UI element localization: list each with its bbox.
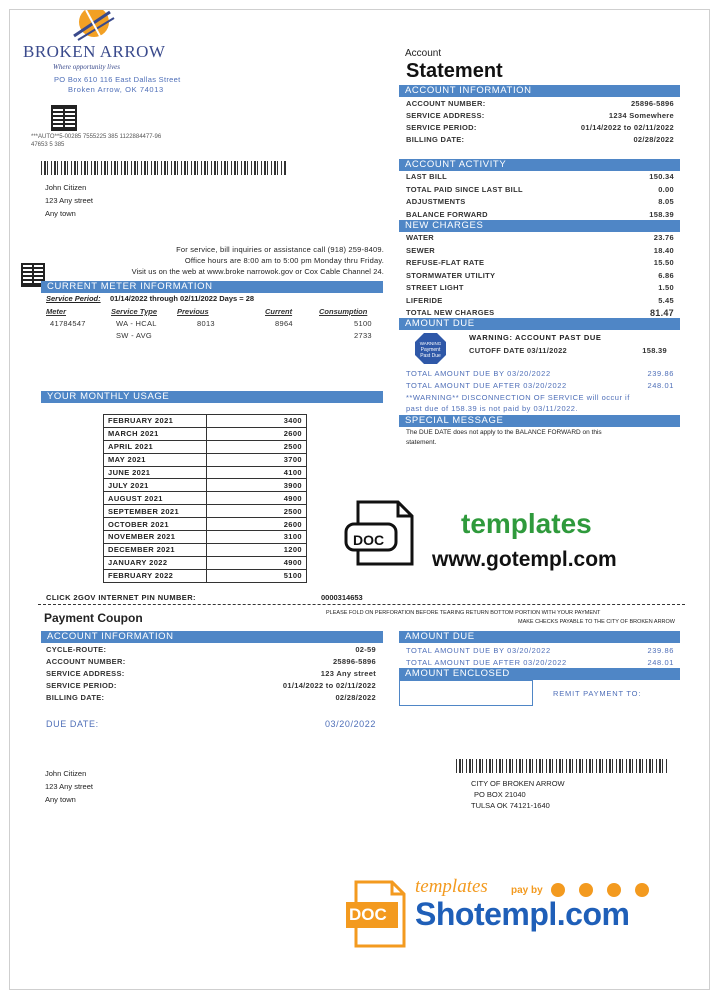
meter-row1-type: WA - HCAL — [116, 319, 157, 328]
auto-line-2: 47653 5 385 — [31, 142, 65, 148]
service-period-value: 01/14/2022 through 02/11/2022 Days = 28 — [110, 294, 255, 303]
meter-row1-meter: 41784547 — [50, 319, 86, 328]
amount-enclosed-header: AMOUNT ENCLOSED — [399, 668, 680, 680]
meter-row2-type: SW - AVG — [116, 331, 153, 340]
disconnect-warning-2: past due of 158.39 is not paid by 03/11/2022. — [406, 404, 579, 413]
coupon-account-row — [46, 681, 376, 690]
usage-value: 4900 — [207, 556, 307, 569]
activity-row-value: 0.00 — [658, 184, 674, 194]
account-info-row — [406, 135, 674, 144]
special-message-1: The DUE DATE does not apply to the BALANCE FORWARD on this — [406, 429, 602, 436]
due-after-label: TOTAL AMOUNT DUE AFTER 03/20/2022 — [406, 381, 567, 390]
logo-arrow-icon — [70, 9, 118, 46]
footer-templates: templates — [415, 876, 488, 897]
usage-month: NOVEMBER 2021 — [104, 531, 207, 544]
usage-month: MAY 2021 — [104, 453, 207, 466]
charge-row-label: WATER — [406, 233, 435, 242]
meter-header: CURRENT METER INFORMATION — [41, 281, 383, 293]
statement-label: Account — [405, 48, 442, 59]
account-info-row-value: 25896-5896 — [630, 99, 674, 108]
coupon-account-row-value: 02/28/2022 — [335, 693, 376, 702]
account-info-header: ACCOUNT INFORMATION — [399, 85, 680, 97]
usage-value: 2500 — [207, 505, 307, 518]
remit-name: CITY OF BROKEN ARROW — [471, 779, 565, 788]
usage-value: 3700 — [207, 453, 307, 466]
usage-value: 4900 — [207, 492, 307, 505]
svg-text:Payment: Payment — [420, 347, 441, 353]
coupon-account-row-value: 02-59 — [355, 645, 376, 654]
account-info-row — [406, 123, 674, 132]
activity-row-value: 158.39 — [649, 209, 674, 219]
special-message-header: SPECIAL MESSAGE — [399, 415, 680, 427]
perforation-line — [38, 604, 685, 605]
amount-enclosed-field[interactable] — [399, 680, 533, 706]
usage-value: 3900 — [207, 479, 307, 492]
charge-row-label: STREET LIGHT — [406, 283, 464, 292]
coupon-due-date-row — [46, 719, 376, 729]
usage-month: JANUARY 2022 — [104, 556, 207, 569]
usage-month: FEBRUARY 2021 — [104, 415, 207, 428]
remit-city: TULSA OK 74121-1640 — [471, 801, 550, 810]
activity-row — [406, 210, 674, 219]
coupon-due-by-label: TOTAL AMOUNT DUE BY 03/20/2022 — [406, 646, 551, 655]
account-info-row-label: ACCOUNT NUMBER: — [406, 99, 486, 108]
usage-row — [104, 556, 307, 569]
usage-value: 2600 — [207, 518, 307, 531]
due-after-value: 248.01 — [647, 381, 674, 390]
company-address-1: PO Box 610 116 East Dallas Street — [54, 75, 181, 84]
usage-row — [104, 440, 307, 453]
coupon-account-row — [46, 669, 376, 678]
company-name: BROKEN ARROW — [23, 42, 166, 61]
auto-line-1: ***AUTO**5-00285 7555225 385 1122884477-96 — [31, 134, 162, 140]
charge-row — [406, 246, 674, 255]
meter-row1-consumption: 5100 — [354, 319, 372, 328]
usage-value: 1200 — [207, 543, 307, 556]
coupon-account-row-value: 123 Any street — [320, 669, 376, 678]
activity-row-label: TOTAL PAID SINCE LAST BILL — [406, 184, 523, 194]
coupon-account-row — [46, 693, 376, 702]
charge-row — [406, 296, 674, 305]
meter-col-consumption: Consumption — [319, 307, 368, 316]
account-info-row-value: 1234 Somewhere — [608, 111, 674, 120]
usage-month: AUGUST 2021 — [104, 492, 207, 505]
activity-row-label: LAST BILL — [406, 172, 448, 181]
usage-row — [104, 415, 307, 428]
usage-row — [104, 543, 307, 556]
customer-town: Any town — [45, 209, 76, 218]
cutoff-label: CUTOFF DATE 03/11/2022 — [469, 346, 568, 355]
charge-row-value: 15.50 — [653, 258, 674, 267]
charge-row-value: 18.40 — [653, 245, 674, 255]
barcode-remit — [456, 759, 667, 773]
usage-row — [104, 531, 307, 544]
charge-row-value: 5.45 — [658, 295, 674, 305]
footer-pay-by: pay by — [511, 885, 543, 896]
activity-row — [406, 185, 674, 194]
coupon-account-row — [46, 645, 376, 654]
usage-month: MARCH 2021 — [104, 427, 207, 440]
usage-month: JUNE 2021 — [104, 466, 207, 479]
account-info-row — [406, 111, 674, 120]
coupon-due-date-label: DUE DATE: — [46, 719, 99, 729]
service-notice-2: Office hours are 8:00 am to 5:00 pm Monday thru Friday. — [184, 256, 384, 265]
usage-row — [104, 569, 307, 582]
account-info-row-value: 01/14/2022 to 02/11/2022 — [580, 123, 674, 132]
account-info-row — [406, 99, 674, 108]
charge-row — [406, 233, 674, 242]
fold-note-1: PLEASE FOLD ON PERFORATION BEFORE TEARING RETURN BOTTOM PORTION WITH YOUR PAYMENT — [326, 610, 601, 616]
usage-month: JULY 2021 — [104, 479, 207, 492]
pin-label: CLICK 2GOV INTERNET PIN NUMBER: — [46, 593, 196, 602]
meter-col-previous: Previous — [177, 307, 209, 316]
usage-row — [104, 492, 307, 505]
due-by-label: TOTAL AMOUNT DUE BY 03/20/2022 — [406, 369, 551, 378]
doc-icon-label: DOC — [353, 532, 385, 548]
total-new-charges — [406, 308, 674, 318]
usage-row — [104, 466, 307, 479]
coupon-customer-name: John Citizen — [45, 769, 87, 778]
usage-row — [104, 427, 307, 440]
usage-value: 2500 — [207, 440, 307, 453]
usage-month: OCTOBER 2021 — [104, 518, 207, 531]
watermark-templates: templates — [461, 508, 592, 539]
amount-due-header: AMOUNT DUE — [399, 318, 680, 330]
usage-row — [104, 518, 307, 531]
activity-row-label: ADJUSTMENTS — [406, 197, 466, 206]
coupon-account-row-label: SERVICE PERIOD: — [46, 681, 117, 690]
customer-street: 123 Any street — [45, 196, 93, 205]
usage-month: FEBRUARY 2022 — [104, 569, 207, 582]
coupon-due-after-label: TOTAL AMOUNT DUE AFTER 03/20/2022 — [406, 658, 567, 667]
customer-name: John Citizen — [45, 183, 87, 192]
coupon-account-row — [46, 657, 376, 666]
coupon-amount-due-header: AMOUNT DUE — [399, 631, 680, 643]
meter-col-meter: Meter — [46, 307, 67, 316]
account-info-row-label: BILLING DATE: — [406, 135, 465, 144]
usage-value: 2600 — [207, 427, 307, 440]
charge-row — [406, 258, 674, 267]
activity-header: ACCOUNT ACTIVITY — [399, 159, 680, 171]
service-notice-3: Visit us on the web at www.broke narrowok.gov or Cox Cable Channel 24. — [131, 267, 384, 276]
charge-row-value: 6.86 — [658, 270, 674, 280]
special-message-2: statement. — [406, 439, 437, 446]
watermark-site: www.gotempl.com — [432, 548, 617, 571]
usage-value: 4100 — [207, 466, 307, 479]
usage-value: 3100 — [207, 531, 307, 544]
due-by-row — [406, 369, 674, 378]
coupon-account-header: ACCOUNT INFORMATION — [41, 631, 383, 643]
usage-row — [104, 505, 307, 518]
svg-text:WARNING: WARNING — [419, 341, 442, 346]
usage-value: 3400 — [207, 415, 307, 428]
coupon-due-date-value: 03/20/2022 — [324, 719, 376, 729]
total-new-charges-value: 81.47 — [649, 308, 674, 318]
past-due-badge-icon — [414, 332, 447, 365]
bill-page — [9, 9, 710, 990]
coupon-due-by-value: 239.86 — [647, 646, 674, 655]
service-notice-1: For service, bill inquiries or assistance call (918) 259-8409. — [176, 245, 384, 254]
pin-value: 0000314653 — [321, 593, 363, 602]
company-tagline: Where opportunity lives — [53, 63, 121, 71]
remit-box: PO BOX 21040 — [474, 790, 526, 799]
qr-code-top — [51, 105, 77, 131]
usage-month: DECEMBER 2021 — [104, 543, 207, 556]
meter-row1-previous: 8013 — [197, 319, 215, 328]
meter-row2-consumption: 2733 — [354, 331, 372, 340]
meter-col-current: Current — [265, 307, 293, 316]
svg-text:Past Due: Past Due — [420, 353, 441, 359]
coupon-account-row-label: SERVICE ADDRESS: — [46, 669, 125, 678]
charge-row-label: STORMWATER UTILITY — [406, 270, 496, 280]
coupon-account-row-label: CYCLE-ROUTE: — [46, 645, 107, 654]
usage-month: APRIL 2021 — [104, 440, 207, 453]
warning-title: WARNING: ACCOUNT PAST DUE — [469, 333, 602, 342]
usage-value: 5100 — [207, 569, 307, 582]
usage-month: SEPTEMBER 2021 — [104, 505, 207, 518]
coupon-account-row-value: 25896-5896 — [332, 657, 376, 666]
barcode-top — [41, 161, 287, 175]
cutoff-value: 158.39 — [642, 346, 667, 355]
account-info-row-label: SERVICE PERIOD: — [406, 123, 477, 132]
coupon-due-by-row — [406, 646, 674, 655]
service-period-label: Service Period: — [46, 294, 101, 303]
charge-row-label: SEWER — [406, 245, 436, 255]
charge-row-value: 1.50 — [658, 283, 674, 292]
coupon-account-row-label: ACCOUNT NUMBER: — [46, 657, 126, 666]
activity-row — [406, 172, 674, 181]
charge-row — [406, 283, 674, 292]
coupon-account-row-value: 01/14/2022 to 02/11/2022 — [282, 681, 376, 690]
coupon-due-after-row — [406, 658, 674, 667]
charge-row — [406, 271, 674, 280]
coupon-title: Payment Coupon — [44, 611, 143, 625]
fold-note-2: MAKE CHECKS PAYABLE TO THE CITY OF BROKEN ARROW — [518, 619, 675, 625]
activity-row-value: 150.34 — [649, 172, 674, 181]
meter-col-type: Service Type — [111, 307, 157, 316]
statement-title: Statement — [406, 60, 503, 82]
meter-row1-current: 8964 — [275, 319, 293, 328]
cutoff-row — [469, 346, 667, 355]
new-charges-header: NEW CHARGES — [399, 220, 680, 232]
usage-row — [104, 453, 307, 466]
usage-header: YOUR MONTHLY USAGE — [41, 391, 383, 403]
due-by-value: 239.86 — [647, 369, 674, 378]
charge-row-value: 23.76 — [653, 233, 674, 242]
usage-table — [103, 414, 307, 583]
footer-site: Shotempl.com — [415, 896, 630, 932]
coupon-customer-town: Any town — [45, 795, 76, 804]
total-new-charges-label: TOTAL NEW CHARGES — [406, 308, 495, 317]
remit-label: REMIT PAYMENT TO: — [553, 689, 642, 698]
charge-row-label: LIFERIDE — [406, 295, 443, 305]
coupon-customer-street: 123 Any street — [45, 782, 93, 791]
account-info-row-label: SERVICE ADDRESS: — [406, 111, 485, 120]
account-info-row-value: 02/28/2022 — [633, 135, 674, 144]
activity-row-value: 8.05 — [658, 197, 674, 206]
activity-row — [406, 197, 674, 206]
company-address-2: Broken Arrow, OK 74013 — [68, 85, 164, 94]
coupon-due-after-value: 248.01 — [647, 658, 674, 667]
charge-row-label: REFUSE-FLAT RATE — [406, 258, 485, 267]
usage-row — [104, 479, 307, 492]
due-after-row — [406, 381, 674, 390]
disconnect-warning-1: **WARNING** DISCONNECTION OF SERVICE will occur if — [406, 393, 630, 402]
activity-row-label: BALANCE FORWARD — [406, 209, 488, 219]
coupon-account-row-label: BILLING DATE: — [46, 693, 105, 702]
footer-doc-label: DOC — [349, 905, 387, 924]
